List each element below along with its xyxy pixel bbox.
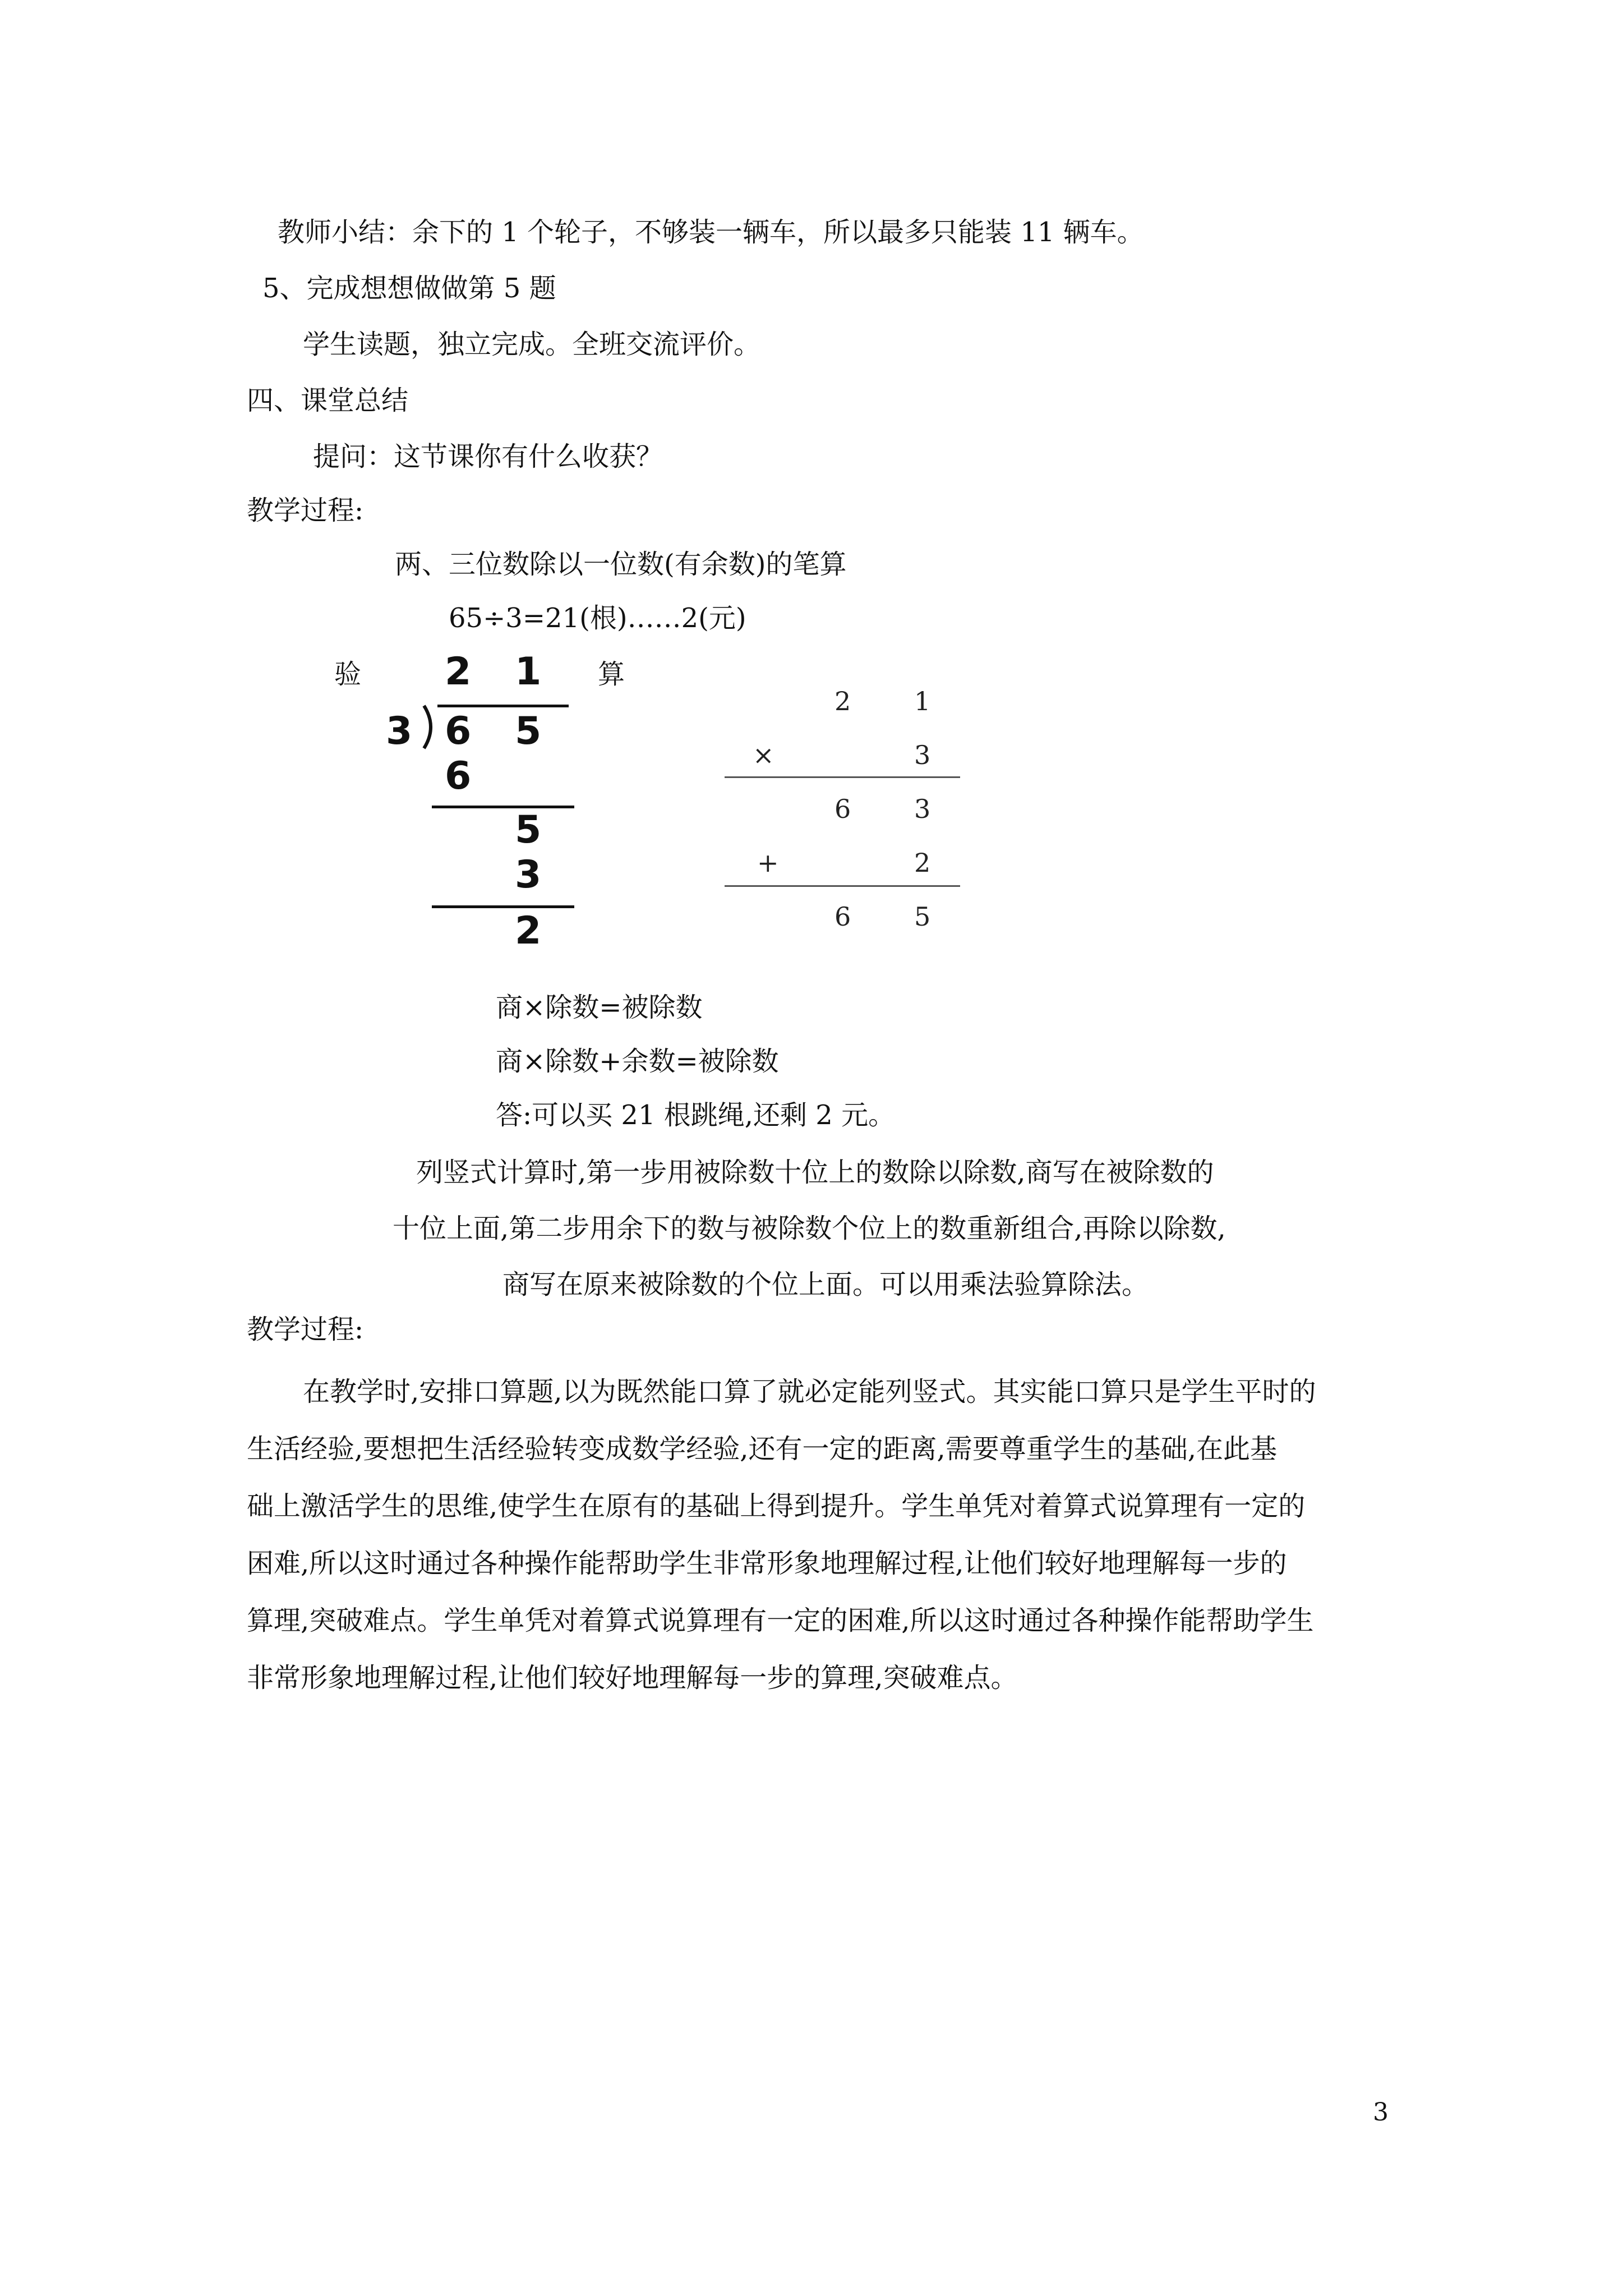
dividend-digit-tens: 6 xyxy=(445,709,472,753)
quotient-digit-tens: 2 xyxy=(445,650,472,694)
exercise-5-heading: 5、完成想想做做第 5 题 xyxy=(262,273,556,304)
answer-line: 答:可以买 21 根跳绳,还剩 2 元。 xyxy=(496,1099,896,1131)
step-line-2 xyxy=(432,905,574,908)
check-label-right: 算 xyxy=(598,659,625,690)
remainder: 2 xyxy=(515,909,542,953)
teaching-process-heading-1: 教学过程: xyxy=(247,495,364,526)
question-line: 提问：这节课你有什么收获？ xyxy=(313,441,663,472)
division-bracket xyxy=(418,705,441,749)
topic-title: 两、三位数除以一位数(有余数)的笔算 xyxy=(395,549,847,580)
verify-r1-tens: 2 xyxy=(834,686,851,716)
verify-r5-tens: 6 xyxy=(834,901,851,932)
step-carry-down: 5 xyxy=(515,808,542,852)
verify-r3-ones: 3 xyxy=(914,794,931,824)
step-line-1 xyxy=(432,806,574,808)
step-product-2: 3 xyxy=(515,853,542,897)
verify-r1-ones: 1 xyxy=(914,686,931,716)
plus-sign: + xyxy=(757,848,779,878)
divisor: 3 xyxy=(386,709,413,753)
summary-line-1: 列竖式计算时,第一步用被除数十位上的数除以除数,商写在被除数的 xyxy=(416,1157,1214,1188)
section-4-heading: 四、课堂总结 xyxy=(247,385,409,416)
summary-line-3: 商写在原来被除数的个位上面。可以用乘法验算除法。 xyxy=(502,1269,1149,1300)
formula-2: 商×除数+余数=被除数 xyxy=(496,1046,779,1077)
reflection-line: 础上激活学生的思维,使学生在原有的基础上得到提升。学生单凭对着算式说算理有一定的 xyxy=(247,1490,1306,1522)
teacher-summary-line: 教师小结：余下的 1 个轮子，不够装一辆车，所以最多只能装 11 辆车。 xyxy=(278,217,1144,248)
reflection-line: 算理,突破难点。学生单凭对着算式说算理有一定的困难,所以这时通过各种操作能帮助学生 xyxy=(247,1605,1314,1636)
division-bar xyxy=(437,705,569,707)
check-label-left: 验 xyxy=(334,659,362,690)
verify-line-1 xyxy=(725,776,960,778)
verify-r3-tens: 6 xyxy=(834,794,851,824)
teaching-process-heading-2: 教学过程: xyxy=(247,1314,364,1345)
verify-r4-ones: 2 xyxy=(914,848,931,878)
student-activity-line: 学生读题，独立完成。全班交流评价。 xyxy=(303,329,761,360)
reflection-line: 困难,所以这时通过各种操作能帮助学生非常形象地理解过程,让他们较好地理解每一步的 xyxy=(247,1548,1287,1579)
reflection-paragraph xyxy=(247,1363,1391,1706)
reflection-line: 非常形象地理解过程,让他们较好地理解每一步的算理,突破难点。 xyxy=(247,1662,1018,1694)
quotient-digit-ones: 1 xyxy=(515,650,542,694)
reflection-line: 生活经验,要想把生活经验转变成数学经验,还有一定的距离,需要尊重学生的基础,在此基 xyxy=(247,1433,1278,1465)
times-sign: × xyxy=(753,740,774,770)
equation-line: 65÷3=21(根)……2(元) xyxy=(449,602,746,634)
verify-line-2 xyxy=(725,885,960,887)
reflection-line: 在教学时,安排口算题,以为既然能口算了就必定能列竖式。其实能口算只是学生平时的 xyxy=(303,1376,1316,1407)
step-product-1: 6 xyxy=(445,754,472,798)
page-number: 3 xyxy=(1373,2098,1389,2127)
formula-1: 商×除数=被除数 xyxy=(496,992,703,1023)
dividend-digit-ones: 5 xyxy=(515,709,542,753)
verify-r5-ones: 5 xyxy=(914,901,931,932)
verify-r2-ones: 3 xyxy=(914,740,931,770)
summary-line-2: 十位上面,第二步用余下的数与被除数个位上的数重新组合,再除以除数, xyxy=(393,1213,1226,1244)
